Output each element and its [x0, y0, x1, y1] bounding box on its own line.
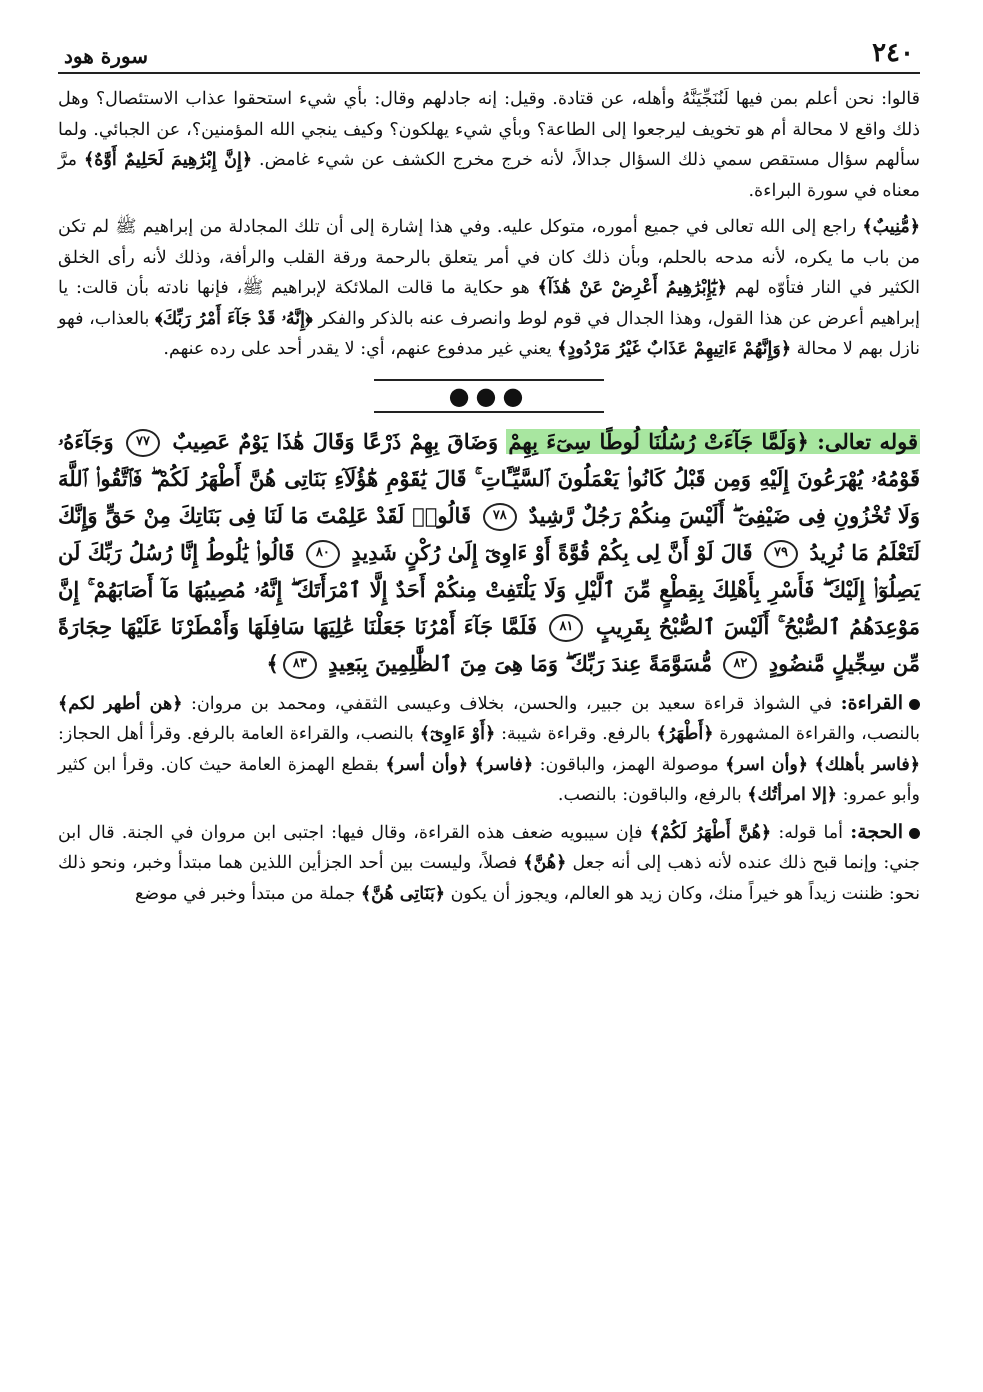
quran-quote: ﴿وأن أسر﴾ — [385, 754, 469, 775]
verse-text: قَالُوا۟ يَٰلُوطُ إِنَّا رُسُلُ رَبِّكَ لَن يَصِلُوٓا۟ إِلَيْكَ ۖ فَأَسْرِ بِأَهْلِكَ بِقِطْعٍ مِّنَ ٱلَّيْلِ وَلَا يَلْتَفِتْ مِنكُمْ أَحَدٌ إِلَّا ٱمْرَأَتَكَ ۖ إِنَّهُۥ مُصِيبُهَا مَآ أَصَابَهُمْ ۚ إِنَّ مَوْعِدَهُمُ ٱلصُّبْحُ ۚ أَلَيْسَ ٱلصُّبْحُ بِقَرِيبٍ — [58, 539, 921, 639]
section-text: جملة من مبتدأ وخبر في موضع — [134, 883, 361, 904]
quran-quote: ﴿فاسر﴾ — [474, 754, 534, 775]
verse-close-bracket: ﴾ — [266, 650, 279, 676]
bullet-icon — [909, 699, 920, 710]
paragraph-text: يعني غير مدفوع عنهم، أي: لا يقدر أحد على رده عنهم. — [163, 339, 558, 359]
quran-quote: ﴿أَطْهَرُ﴾ — [656, 724, 714, 744]
paragraph-text: بالعذاب، فهو نازل بهم لا محالة — [58, 308, 920, 359]
quran-quote: ﴿إِنَّ إِبْرَٰهِيمَ لَحَلِيمٌ أَوَّٰهٌ﴾ — [84, 150, 253, 170]
section-label-qiraah: القراءة: — [840, 691, 903, 714]
quran-quote: ﴿مُّنِيبٌ﴾ — [862, 217, 920, 237]
quran-quote: ﴿يَٰٓإِبْرَٰهِيمُ أَعْرِضْ عَنْ هَٰذَآ﴾ — [537, 278, 728, 298]
paragraph-text: هو حكاية ما قالت الملائكة لإبراهيم ﷺ، فإنها نادته بأن قالت: يا إبراهيم أعرض عن هذا القول، وهذا الجدال في قوم لوط وانصرف عنه بالذكر والفكر — [58, 278, 920, 329]
verse-text: قَالَ لَوْ أَنَّ لِى بِكُمْ قُوَّةً أَوْ ءَاوِىٓ إِلَىٰ رُكْنٍ شَدِيدٍ — [351, 539, 753, 565]
hujjah-section — [58, 817, 920, 910]
ayah-number-marker: ٧٧ — [126, 429, 160, 457]
section-text: موصولة الهمز، والباقون: — [533, 754, 726, 775]
verse-text: فَلَمَّا جَآءَ أَمْرُنَا جَعَلْنَا عَٰلِيَهَا سَافِلَهَا وَأَمْطَرْنَا عَلَيْهَا حِجَارَةً مِّن سِجِّيلٍ مَّنضُودٍ — [58, 613, 920, 676]
verse-intro-text: ﴿وَلَمَّا جَآءَتْ رُسُلُنَا لُوطًا سِىٓءَ بِهِمْ — [508, 428, 809, 454]
section-text: فإن سيبويه ضعف هذه القراءة، وقال فيها: اجتبى ابن مروان في الجنة. قال ابن جني: وإنما قبح ذلك عنده لأنه ذهب إلى أنه جعل — [58, 822, 920, 873]
page — [58, 28, 920, 909]
ayah-number-marker: ٨٢ — [723, 651, 757, 679]
section-text: بقطع الهمزة العامة حيث كان. وقرأ ابن كثير وأبو عمرو: — [58, 754, 920, 805]
page-header — [58, 28, 920, 74]
quran-quote: ﴿إلا امرأتُك﴾ — [747, 785, 838, 805]
quran-verses-block — [58, 423, 920, 682]
section-text: فصلاً، وليست بين أحد الجزأين اللذين هما مبتدأ وخبر، ونحو ذلك نحو: ظننت زيداً هو خيراً منك، وكان زيد هو العالم، ويجوز أن يكون — [58, 853, 920, 904]
section-label-hujjah: الحجة: — [850, 820, 903, 843]
section-text: بالنصب، والقراءة العامة بالرفع. وقرأ أهل الحجاز: — [58, 724, 420, 744]
section-separator — [374, 379, 604, 413]
ayah-number-marker: ٨١ — [549, 614, 583, 642]
section-text: بالنصب، والقراءة المشهورة — [713, 724, 921, 744]
separator-dots: ●●● — [448, 381, 530, 410]
separator-line — [374, 411, 604, 413]
verse-text: وَضَاقَ بِهِمْ ذَرْعًا وَقَالَ هَٰذَا يَوْمٌ عَصِيبٌ — [172, 428, 507, 454]
paragraph-text: قالوا: نحن أعلم بمن فيها لَنُنَجِّيَنَّهُ وأهله، عن قتادة. وقيل: إنه جادلهم وقال: بأي شيء استحقوا عذاب الاستئصال؟ وهل ذلك واقع لا محالة أم هو تخويف ليرجعوا إلى الطاعة؟ وبأي شيء يهلكون؟ وكيف ينجي الله المؤمنين؟، عن الجبائي. ولما سألهم سؤال مستقص سمي ذلك السؤال جدالاً، لأنه خرج مخرج الكشف عن شيء غامض. — [58, 89, 920, 170]
paragraph-text: راجع إلى الله تعالى في جميع أموره، متوكل عليه. وفي هذا إشارة إلى أن تلك المجادلة من إبراهيم ﷺ لم تكن من باب ما يكره، لأنه مدحه بالحلم، وبأن ذلك كان في أمر يتعلق بالرحمة ورقة القلب والرأفة، وذلك لأنه رأى الخلق الكثير في النار فتأوّه لهم — [58, 217, 920, 298]
quran-quote: ﴿وَإِنَّهُمْ ءَاتِيهِمْ عَذَابٌ غَيْرُ مَرْدُودٍ﴾ — [557, 339, 792, 359]
ayah-number-marker: ٨٠ — [306, 540, 340, 568]
quran-quote: ﴿فاسر بأهلك﴾ — [814, 754, 920, 775]
ayah-number-marker: ٨٣ — [283, 651, 317, 679]
surah-name: سورة هود — [64, 44, 148, 68]
section-text: بالرفع. وقراءة شيبة: — [495, 724, 657, 744]
paragraph-text: مرَّ معناه في سورة البراءة. — [58, 150, 920, 201]
quran-quote: ﴿بَنَاتِى هُنَّ﴾ — [360, 883, 445, 904]
quran-quote: ﴿هُنَّ﴾ — [523, 853, 567, 873]
commentary-paragraph-1 — [58, 84, 920, 206]
verse-intro-label: قوله تعالى: — [817, 428, 918, 454]
ayah-number-marker: ٧٨ — [483, 503, 517, 531]
quran-quote: ﴿وأن اسر﴾ — [725, 754, 809, 775]
section-text: أما قوله: — [771, 822, 851, 843]
verse-intro-highlight — [506, 429, 920, 454]
quran-quote: ﴿إِنَّهُۥ قَدْ جَآءَ أَمْرُ رَبِّكَ﴾ — [155, 308, 313, 329]
bullet-icon — [909, 828, 920, 839]
section-text: بالرفع، والباقون: بالنصب. — [557, 785, 748, 805]
quran-quote: ﴿هن أطهر لكم﴾ — [58, 693, 183, 714]
quran-quote: ﴿هُنَّ أَطْهَرُ لَكُمْ﴾ — [649, 822, 772, 843]
verse-text: مُّسَوَّمَةً عِندَ رَبِّكَ ۖ وَمَا هِىَ مِنَ ٱلظَّٰلِمِينَ بِبَعِيدٍ — [328, 650, 713, 676]
commentary-paragraph-2 — [58, 212, 920, 365]
verse-text: قَالُوا۟ لَقَدْ عَلِمْتَ مَا لَنَا فِى بَنَاتِكَ مِنْ حَقٍّ وَإِنَّكَ لَتَعْلَمُ مَا نُرِيدُ — [58, 502, 921, 565]
verse-text: وَجَآءَهُۥ قَوْمُهُۥ يُهْرَعُونَ إِلَيْهِ وَمِن قَبْلُ كَانُوا۟ يَعْمَلُونَ ٱلسَّيِّـَٔاتِ ۚ قَالَ يَٰقَوْمِ هَٰٓؤُلَآءِ بَنَاتِى هُنَّ أَطْهَرُ لَكُمْ ۖ فَٱتَّقُوا۟ ٱللَّهَ وَلَا تُخْزُونِ فِى ضَيْفِىٓ ۖ أَلَيْسَ مِنكُمْ رَجُلٌ رَّشِيدٌ — [58, 428, 920, 528]
ayah-number-marker: ٧٩ — [764, 540, 798, 568]
qiraah-section — [58, 688, 920, 811]
page-number: ٢٤٠ — [872, 38, 914, 68]
quran-quote: ﴿أَوْ ءَاوِىٓ﴾ — [419, 724, 496, 744]
section-text: في الشواذ قراءة سعيد بن جبير، والحسن، بخلاف وعيسى الثقفي، ومحمد بن مروان: — [182, 693, 841, 714]
